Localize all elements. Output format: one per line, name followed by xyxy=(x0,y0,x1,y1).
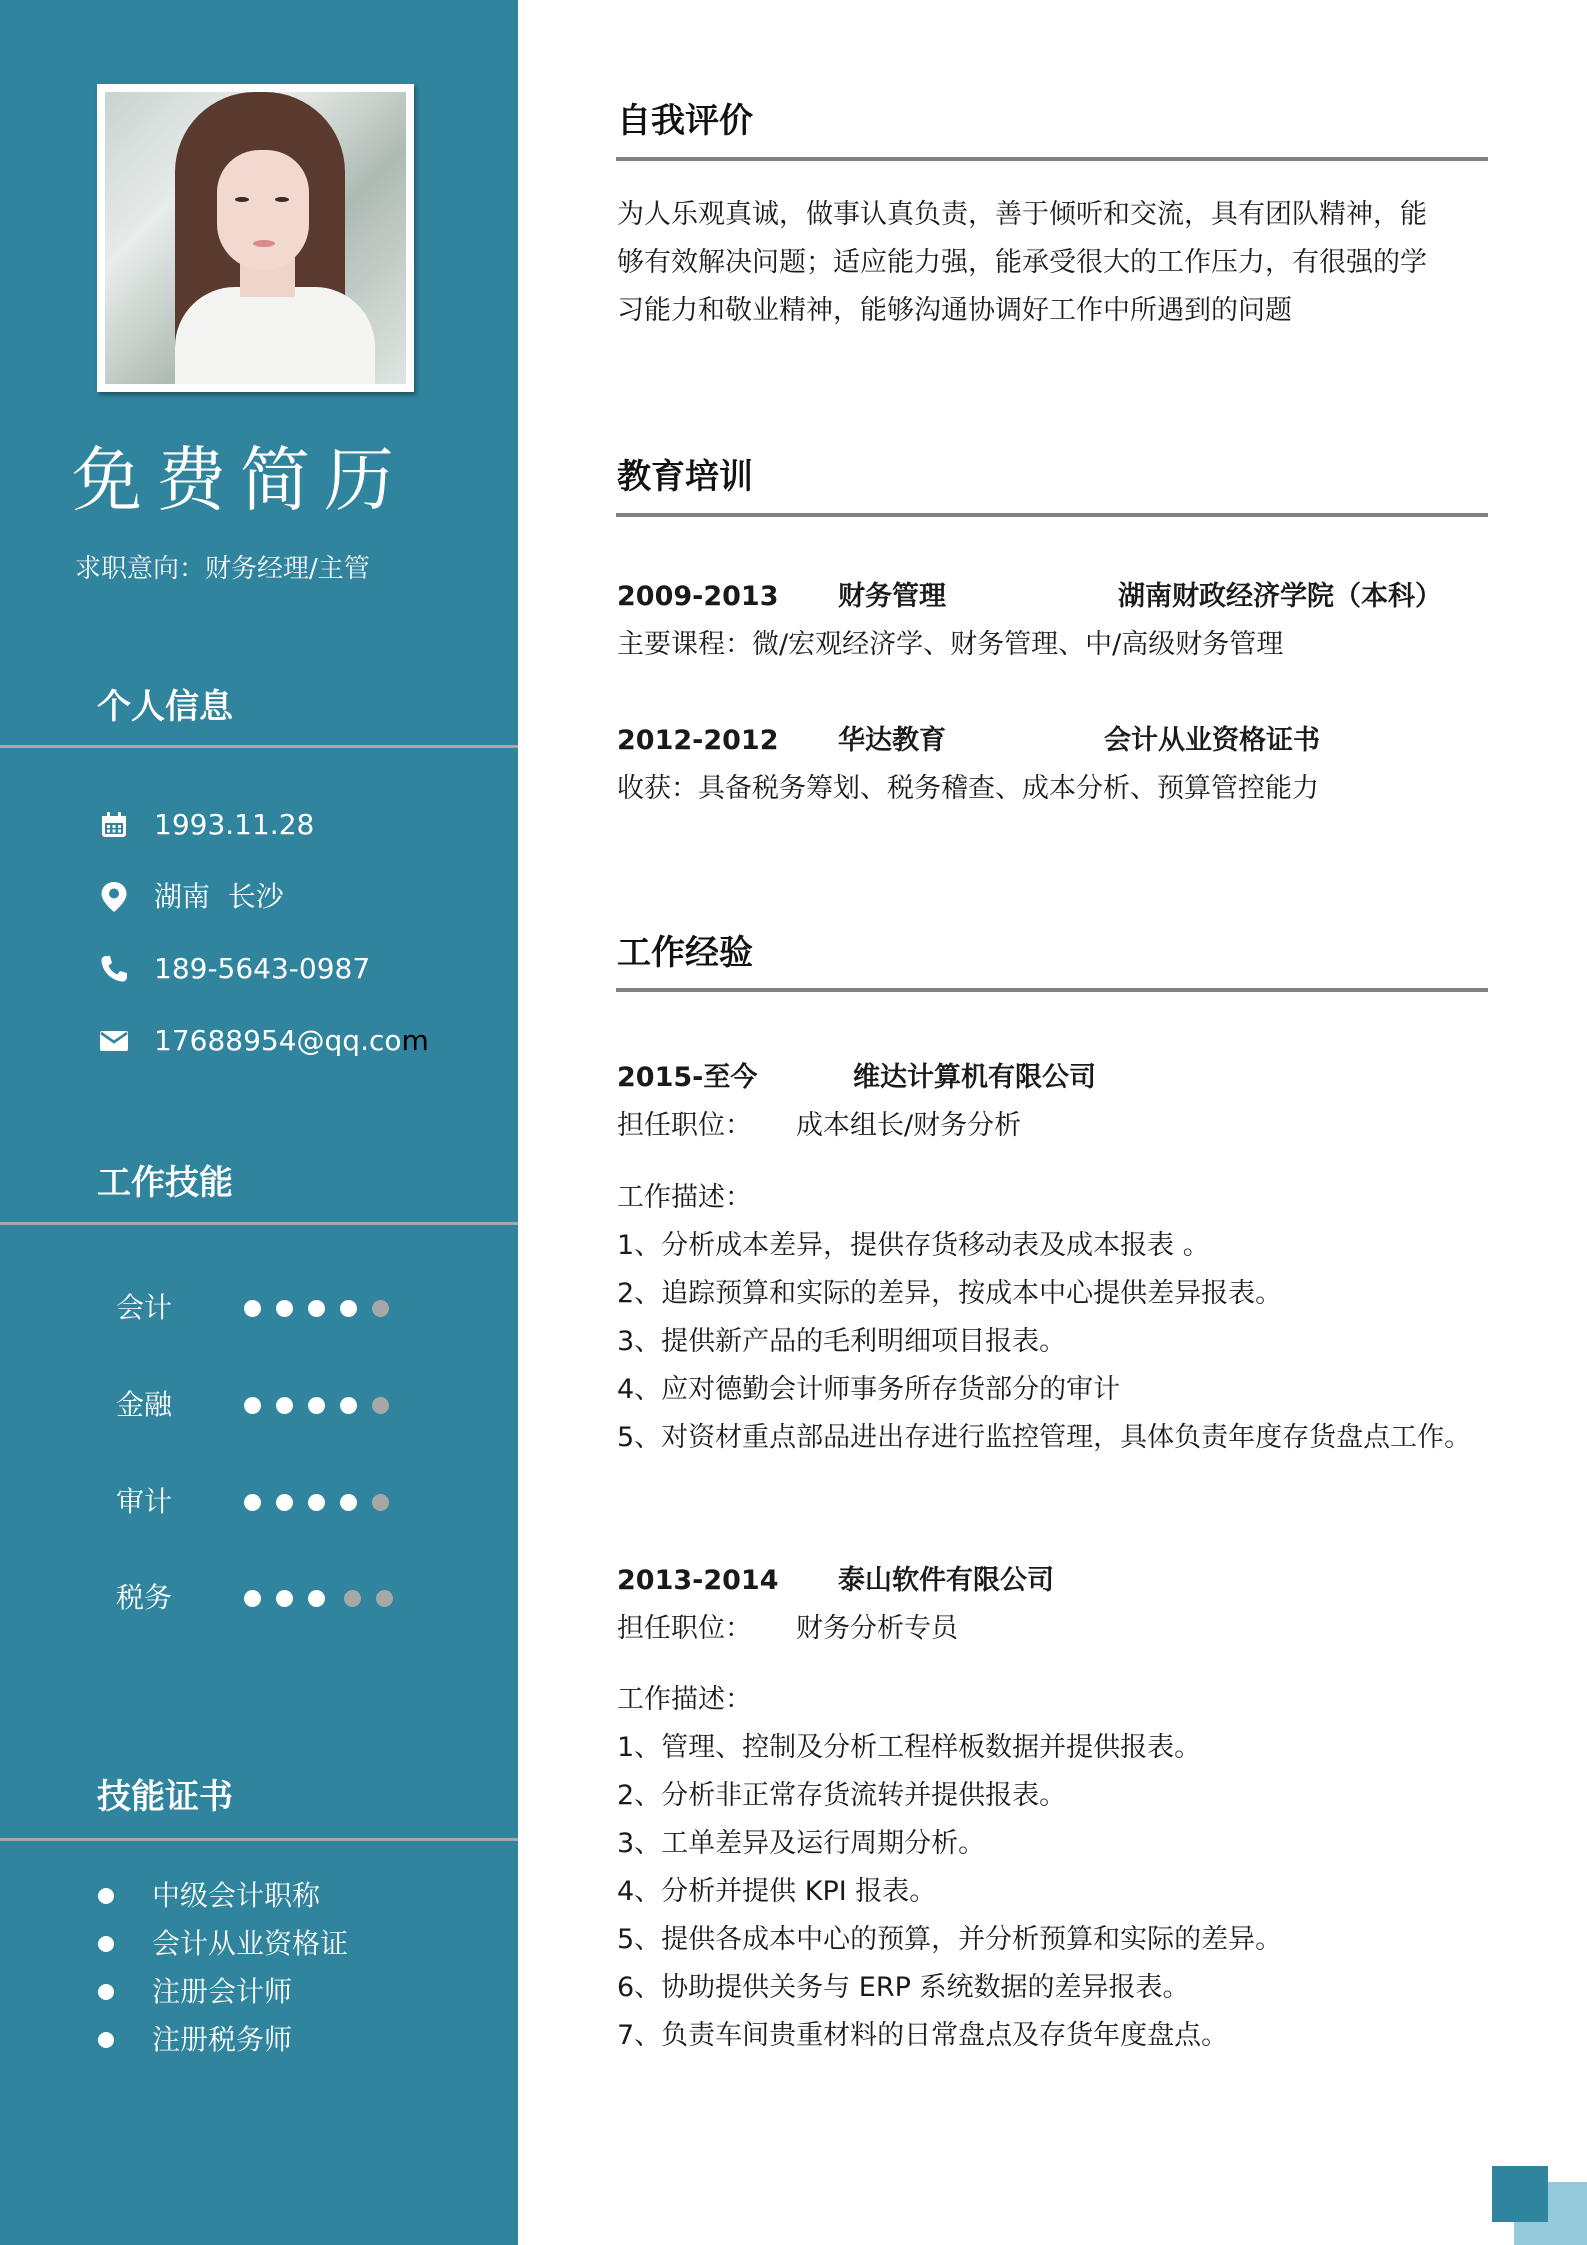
cert-text: 中级会计职称 xyxy=(152,1879,321,1912)
skill-label: 审计 xyxy=(116,1485,173,1518)
info-location xyxy=(98,879,284,915)
skill-rating xyxy=(244,1494,404,1511)
job-duty: 7、负责车间贵重材料的日常盘点及存货年度盘点。 xyxy=(617,2020,1229,2051)
rating-dot-filled xyxy=(340,1397,357,1414)
rating-dot-filled xyxy=(340,1494,357,1511)
job-duty: 3、工单差异及运行周期分析。 xyxy=(617,1828,986,1859)
rating-dot-filled xyxy=(308,1494,325,1511)
photo-eye-left xyxy=(235,197,249,202)
job-period: 2013-2014 xyxy=(617,1565,779,1596)
bullet-icon xyxy=(98,1888,114,1904)
job-desc-label: 工作描述： xyxy=(617,1182,752,1213)
job-desc-label: 工作描述： xyxy=(617,1684,752,1715)
photo-lips xyxy=(253,240,275,247)
rating-dot-filled xyxy=(276,1300,293,1317)
bullet-icon xyxy=(98,1984,114,2000)
photo-eye-right xyxy=(275,197,289,202)
skill-label: 税务 xyxy=(116,1581,173,1614)
sidebar xyxy=(0,0,518,2245)
edu-major: 华达教育 xyxy=(838,725,946,756)
mail-icon xyxy=(98,1025,130,1057)
job-duty: 4、分析并提供 KPI 报表。 xyxy=(617,1876,937,1907)
location-text: 湖南 长沙 xyxy=(154,880,284,913)
job-position xyxy=(617,1109,1021,1143)
cert-item xyxy=(98,1879,320,1913)
edu-school: 会计从业资格证书 xyxy=(1104,725,1320,756)
rating-dot-filled xyxy=(340,1300,357,1317)
email-overflow-char: m xyxy=(401,1024,429,1057)
info-email xyxy=(98,1023,429,1059)
calendar-icon xyxy=(98,809,130,841)
section-divider xyxy=(616,988,1488,992)
job-duty: 1、分析成本差异，提供存货移动表及成本报表 。 xyxy=(617,1230,1210,1261)
section-divider xyxy=(0,1838,518,1841)
info-birthdate xyxy=(98,807,314,843)
skill-label: 金融 xyxy=(116,1388,173,1421)
job-duty: 2、追踪预算和实际的差异，按成本中心提供差异报表。 xyxy=(617,1278,1283,1309)
rating-dot-filled xyxy=(244,1300,261,1317)
text-line: 够有效解决问题；适应能力强，能承受很大的工作压力，有很强的学 xyxy=(617,247,1427,278)
rating-dot-filled xyxy=(244,1494,261,1511)
job-duty: 3、提供新产品的毛利明细项目报表。 xyxy=(617,1326,1067,1357)
job-company: 泰山软件有限公司 xyxy=(838,1565,1054,1596)
rating-dot-filled xyxy=(308,1590,325,1607)
rating-dot-empty xyxy=(372,1494,389,1511)
section-divider xyxy=(0,1222,518,1225)
profile-photo xyxy=(105,92,406,384)
rating-dot-filled xyxy=(244,1590,261,1607)
section-title-certificates: 技能证书 xyxy=(97,1777,233,1817)
job-position xyxy=(617,1612,958,1646)
rating-dot-empty xyxy=(372,1397,389,1414)
rating-dot-filled xyxy=(308,1300,325,1317)
job-duty: 6、协助提供关务与 ERP 系统数据的差异报表。 xyxy=(617,1972,1190,2003)
cert-item xyxy=(98,1927,348,1961)
rating-dot-filled xyxy=(308,1397,325,1414)
skill-row-tax xyxy=(116,1580,408,1616)
section-title-experience: 工作经验 xyxy=(617,933,753,973)
section-divider xyxy=(616,157,1488,161)
skill-rating xyxy=(244,1397,404,1414)
cert-text: 注册会计师 xyxy=(152,1975,293,2008)
rating-dot-empty xyxy=(376,1590,393,1607)
section-title-personal-info: 个人信息 xyxy=(97,687,233,727)
text-line: 为人乐观真诚，做事认真负责，善于倾听和交流，具有团队精神，能 xyxy=(617,199,1427,230)
section-title-self-evaluation: 自我评价 xyxy=(617,101,753,141)
cert-text: 注册税务师 xyxy=(152,2023,293,2056)
job-duty: 5、对资材重点部品进出存进行监控管理，具体负责年度存货盘点工作。 xyxy=(617,1422,1472,1453)
rating-dot-filled xyxy=(244,1397,261,1414)
skill-rating xyxy=(244,1300,404,1317)
edu-major: 财务管理 xyxy=(838,581,946,612)
phone-icon xyxy=(98,953,130,985)
section-divider xyxy=(616,513,1488,517)
skill-row-accounting xyxy=(116,1290,404,1326)
section-title-education: 教育培训 xyxy=(617,457,753,497)
self-evaluation-text xyxy=(617,191,1487,335)
edu-detail: 主要课程：微/宏观经济学、财务管理、中/高级财务管理 xyxy=(617,629,1284,660)
edu-period: 2009-2013 xyxy=(617,581,779,612)
position-value: 财务分析专员 xyxy=(796,1613,958,1644)
cert-item xyxy=(98,1975,292,2009)
job-duty: 5、提供各成本中心的预算，并分析预算和实际的差异。 xyxy=(617,1924,1283,1955)
job-duty: 1、管理、控制及分析工程样板数据并提供报表。 xyxy=(617,1732,1202,1763)
photo-dress-shape xyxy=(175,287,375,384)
education-entry-header xyxy=(617,724,1497,758)
skill-row-finance xyxy=(116,1387,404,1423)
section-title-skills: 工作技能 xyxy=(97,1163,233,1203)
position-label: 担任职位： xyxy=(617,1613,752,1644)
edu-school: 湖南财政经济学院（本科） xyxy=(1118,581,1442,612)
job-entry-header xyxy=(617,1061,1497,1095)
profile-photo-frame xyxy=(97,84,414,392)
bullet-icon xyxy=(98,1936,114,1952)
bullet-icon xyxy=(98,2032,114,2048)
education-entry-header xyxy=(617,580,1497,614)
email-visible: 17688954@qq.co xyxy=(154,1024,402,1057)
skill-row-audit xyxy=(116,1484,404,1520)
job-company: 维达计算机有限公司 xyxy=(853,1062,1096,1093)
rating-dot-filled xyxy=(276,1590,293,1607)
location-pin-icon xyxy=(98,881,130,913)
section-divider xyxy=(0,745,518,748)
job-duty: 4、应对德勤会计师事务所存货部分的审计 xyxy=(617,1374,1121,1405)
rating-dot-filled xyxy=(276,1397,293,1414)
job-period: 2015-至今 xyxy=(617,1062,758,1093)
info-phone xyxy=(98,951,370,987)
text-line: 习能力和敬业精神，能够沟通协调好工作中所遇到的问题 xyxy=(617,295,1292,326)
rating-dot-filled xyxy=(276,1494,293,1511)
cert-text: 会计从业资格证 xyxy=(152,1927,349,1960)
phone-text: 189-5643-0987 xyxy=(154,952,371,985)
decorative-square-dark xyxy=(1492,2166,1548,2222)
photo-face-shape xyxy=(217,150,309,270)
position-value: 成本组长/财务分析 xyxy=(796,1110,1022,1141)
birthdate-text: 1993.11.28 xyxy=(154,808,315,841)
edu-detail: 收获：具备税务筹划、税务稽查、成本分析、预算管控能力 xyxy=(617,773,1319,804)
cert-item xyxy=(98,2023,292,2057)
rating-dot-empty xyxy=(344,1590,361,1607)
job-intent: 求职意向：财务经理/主管 xyxy=(75,554,370,584)
email-text[interactable] xyxy=(154,1024,429,1057)
skill-rating xyxy=(244,1590,408,1607)
rating-dot-empty xyxy=(372,1300,389,1317)
edu-period: 2012-2012 xyxy=(617,725,779,756)
job-entry-header xyxy=(617,1564,1497,1598)
position-label: 担任职位： xyxy=(617,1110,752,1141)
job-duty: 2、分析非正常存货流转并提供报表。 xyxy=(617,1780,1067,1811)
resume-name: 免费简历 xyxy=(72,439,408,521)
skill-label: 会计 xyxy=(116,1291,173,1324)
